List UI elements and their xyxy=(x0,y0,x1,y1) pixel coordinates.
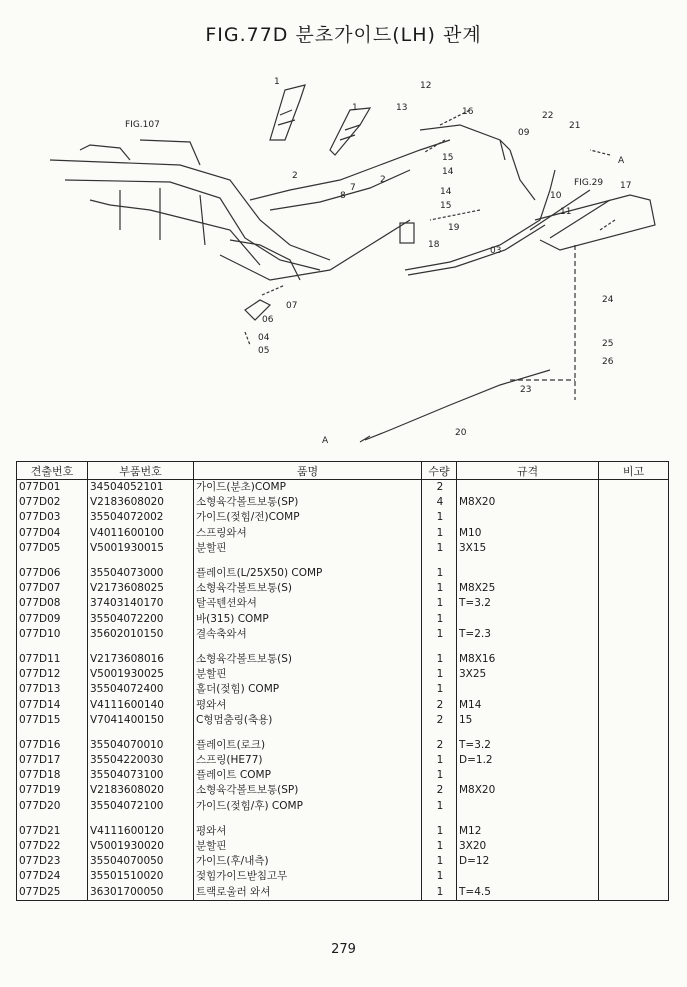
cell-note xyxy=(599,510,669,525)
table-row xyxy=(17,480,669,496)
spacer-cell xyxy=(422,814,457,824)
callout-label: 09 xyxy=(518,128,530,138)
spacer-cell xyxy=(457,556,599,566)
cell-no: 077D08 xyxy=(17,596,88,611)
table-row xyxy=(17,869,669,884)
callout-label: A xyxy=(322,436,329,446)
cell-qty: 1 xyxy=(422,799,457,814)
cell-no: 077D20 xyxy=(17,799,88,814)
cell-spec: T=3.2 xyxy=(457,738,599,753)
callout-label: 18 xyxy=(428,240,440,250)
callout-label: FIG.29 xyxy=(574,178,604,188)
callout-label: 03 xyxy=(490,246,502,256)
cell-note xyxy=(599,824,669,839)
cell-name: 스프링와셔 xyxy=(194,526,422,541)
cell-name: C형멈춤링(축용) xyxy=(194,713,422,728)
cell-part: 35501510020 xyxy=(88,869,194,884)
cell-spec xyxy=(457,510,599,525)
parts-drawing xyxy=(30,70,670,450)
callout-label: 14 xyxy=(442,167,454,177)
cell-spec xyxy=(457,612,599,627)
cell-name: 분할핀 xyxy=(194,667,422,682)
table-row xyxy=(17,783,669,798)
group-spacer xyxy=(17,556,669,566)
spacer-cell xyxy=(17,556,88,566)
cell-note xyxy=(599,799,669,814)
callout-label: 15 xyxy=(440,201,452,211)
cell-note xyxy=(599,480,669,496)
spacer-cell xyxy=(17,814,88,824)
cell-name: 분할핀 xyxy=(194,541,422,556)
cell-qty: 1 xyxy=(422,526,457,541)
cell-spec: M8X20 xyxy=(457,495,599,510)
cell-name: 플레이트(L/25X50) COMP xyxy=(194,566,422,581)
callout-label: 26 xyxy=(602,357,614,367)
spacer-cell xyxy=(88,728,194,738)
cell-no: 077D07 xyxy=(17,581,88,596)
group-spacer xyxy=(17,814,669,824)
spacer-cell xyxy=(88,556,194,566)
cell-name: 홀더(젖힘) COMP xyxy=(194,682,422,697)
cell-spec: T=3.2 xyxy=(457,596,599,611)
page-number: 279 xyxy=(331,942,356,957)
table-row xyxy=(17,824,669,839)
cell-no: 077D16 xyxy=(17,738,88,753)
column-header: 품명 xyxy=(194,462,422,480)
spacer-cell xyxy=(457,728,599,738)
cell-part: 35504072100 xyxy=(88,799,194,814)
cell-note xyxy=(599,713,669,728)
cell-name: 평와셔 xyxy=(194,697,422,712)
cell-note xyxy=(599,667,669,682)
cell-part: V4111600140 xyxy=(88,697,194,712)
callout-label: 07 xyxy=(286,301,298,311)
cell-part: V5001930025 xyxy=(88,667,194,682)
cell-qty: 1 xyxy=(422,581,457,596)
cell-qty: 1 xyxy=(422,869,457,884)
cell-no: 077D05 xyxy=(17,541,88,556)
cell-part: 35504070050 xyxy=(88,854,194,869)
cell-no: 077D01 xyxy=(17,480,88,496)
cell-part: 36301700050 xyxy=(88,885,194,901)
cell-note xyxy=(599,612,669,627)
cell-note xyxy=(599,541,669,556)
cell-note xyxy=(599,652,669,667)
callout-label: 19 xyxy=(448,223,460,233)
table-row xyxy=(17,627,669,642)
cell-qty: 2 xyxy=(422,480,457,496)
column-header: 비고 xyxy=(599,462,669,480)
cell-name: 가이드(후/내측) xyxy=(194,854,422,869)
column-header: 견출번호 xyxy=(17,462,88,480)
cell-no: 077D18 xyxy=(17,768,88,783)
cell-part: V5001930020 xyxy=(88,839,194,854)
callout-label: 12 xyxy=(420,81,432,91)
cell-note xyxy=(599,869,669,884)
table-row xyxy=(17,753,669,768)
table-row xyxy=(17,652,669,667)
cell-name: 탈곡텐션와셔 xyxy=(194,596,422,611)
cell-name: 평와셔 xyxy=(194,824,422,839)
cell-name: 스프링(HE77) xyxy=(194,753,422,768)
cell-no: 077D19 xyxy=(17,783,88,798)
cell-qty: 2 xyxy=(422,738,457,753)
cell-name: 가이드(젖힘/후) COMP xyxy=(194,799,422,814)
callout-label: 14 xyxy=(440,187,452,197)
callout-label: 22 xyxy=(542,111,554,121)
cell-note xyxy=(599,697,669,712)
spacer-cell xyxy=(422,728,457,738)
cell-note xyxy=(599,753,669,768)
cell-part: V7041400150 xyxy=(88,713,194,728)
callout-label: 04 xyxy=(258,333,270,343)
callout-label: 11 xyxy=(560,207,572,217)
cell-part: 35504072400 xyxy=(88,682,194,697)
cell-part: V2183608020 xyxy=(88,783,194,798)
cell-name: 플레이트 COMP xyxy=(194,768,422,783)
cell-note xyxy=(599,596,669,611)
cell-spec: M8X16 xyxy=(457,652,599,667)
spacer-cell xyxy=(17,728,88,738)
spacer-cell xyxy=(457,642,599,652)
cell-spec: 15 xyxy=(457,713,599,728)
cell-note xyxy=(599,885,669,901)
cell-part: 35504072200 xyxy=(88,612,194,627)
table-row xyxy=(17,713,669,728)
cell-qty: 1 xyxy=(422,682,457,697)
cell-spec xyxy=(457,799,599,814)
callout-label: 20 xyxy=(455,428,467,438)
spacer-cell xyxy=(599,556,669,566)
cell-no: 077D02 xyxy=(17,495,88,510)
table-row xyxy=(17,495,669,510)
table-row xyxy=(17,566,669,581)
table-header-row xyxy=(17,462,669,480)
callout-label: 06 xyxy=(262,315,274,325)
table-row xyxy=(17,581,669,596)
table-row xyxy=(17,667,669,682)
cell-spec: D=12 xyxy=(457,854,599,869)
callout-label: 17 xyxy=(620,181,632,191)
cell-no: 077D11 xyxy=(17,652,88,667)
cell-name: 가이드(젖힘/전)COMP xyxy=(194,510,422,525)
callout-label: 23 xyxy=(520,385,532,395)
cell-spec: 3X25 xyxy=(457,667,599,682)
callout-label: 7 xyxy=(350,183,356,193)
cell-no: 077D17 xyxy=(17,753,88,768)
spacer-cell xyxy=(422,556,457,566)
cell-part: V2173608016 xyxy=(88,652,194,667)
cell-no: 077D03 xyxy=(17,510,88,525)
cell-qty: 1 xyxy=(422,541,457,556)
exploded-parts-diagram xyxy=(30,70,670,450)
cell-spec xyxy=(457,869,599,884)
cell-note xyxy=(599,566,669,581)
column-header: 부품번호 xyxy=(88,462,194,480)
cell-qty: 1 xyxy=(422,839,457,854)
cell-spec: M10 xyxy=(457,526,599,541)
cell-part: V4111600120 xyxy=(88,824,194,839)
callout-label: FIG.107 xyxy=(125,120,160,130)
table-row xyxy=(17,541,669,556)
cell-spec: M12 xyxy=(457,824,599,839)
table-row xyxy=(17,799,669,814)
cell-name: 트랙로울러 와셔 xyxy=(194,885,422,901)
callout-label: 2 xyxy=(292,171,298,181)
column-header: 규격 xyxy=(457,462,599,480)
cell-note xyxy=(599,839,669,854)
cell-note xyxy=(599,627,669,642)
spacer-cell xyxy=(599,728,669,738)
callout-label: 8 xyxy=(340,191,346,201)
spacer-cell xyxy=(457,814,599,824)
cell-part: V2173608025 xyxy=(88,581,194,596)
cell-qty: 1 xyxy=(422,824,457,839)
callout-label: 13 xyxy=(396,103,408,113)
parts-table-body xyxy=(17,480,669,901)
spacer-cell xyxy=(88,814,194,824)
cell-spec: T=4.5 xyxy=(457,885,599,901)
cell-spec: 3X20 xyxy=(457,839,599,854)
column-header: 수량 xyxy=(422,462,457,480)
cell-spec: M14 xyxy=(457,697,599,712)
table-row xyxy=(17,526,669,541)
cell-qty: 1 xyxy=(422,768,457,783)
cell-part: 35504073100 xyxy=(88,768,194,783)
cell-no: 077D14 xyxy=(17,697,88,712)
cell-no: 077D24 xyxy=(17,869,88,884)
cell-no: 077D10 xyxy=(17,627,88,642)
group-spacer xyxy=(17,728,669,738)
cell-name: 가이드(분초)COMP xyxy=(194,480,422,496)
cell-name: 소형육각볼트보통(SP) xyxy=(194,495,422,510)
cell-note xyxy=(599,768,669,783)
cell-no: 077D09 xyxy=(17,612,88,627)
cell-name: 바(315) COMP xyxy=(194,612,422,627)
cell-qty: 1 xyxy=(422,612,457,627)
cell-note xyxy=(599,526,669,541)
cell-name: 결속축와셔 xyxy=(194,627,422,642)
cell-no: 077D13 xyxy=(17,682,88,697)
cell-spec: T=2.3 xyxy=(457,627,599,642)
cell-no: 077D15 xyxy=(17,713,88,728)
page-title: FIG.77D 분초가이드(LH) 관계 xyxy=(205,24,482,46)
table-row xyxy=(17,839,669,854)
spacer-cell xyxy=(599,642,669,652)
cell-part: 34504052101 xyxy=(88,480,194,496)
cell-note xyxy=(599,495,669,510)
table-row xyxy=(17,697,669,712)
table-row xyxy=(17,510,669,525)
cell-qty: 1 xyxy=(422,566,457,581)
cell-spec xyxy=(457,768,599,783)
cell-note xyxy=(599,682,669,697)
cell-name: 분할핀 xyxy=(194,839,422,854)
cell-qty: 2 xyxy=(422,697,457,712)
callout-label: A xyxy=(618,156,625,166)
callout-label: 2 xyxy=(380,175,386,185)
cell-part: 37403140170 xyxy=(88,596,194,611)
callout-label: 16 xyxy=(462,107,474,117)
cell-qty: 1 xyxy=(422,667,457,682)
table-row xyxy=(17,738,669,753)
cell-name: 소형육각볼트보통(SP) xyxy=(194,783,422,798)
cell-qty: 1 xyxy=(422,753,457,768)
cell-qty: 4 xyxy=(422,495,457,510)
callout-label: 21 xyxy=(569,121,581,131)
cell-qty: 1 xyxy=(422,510,457,525)
cell-name: 젖힘가이드받침고무 xyxy=(194,869,422,884)
cell-no: 077D04 xyxy=(17,526,88,541)
cell-no: 077D22 xyxy=(17,839,88,854)
cell-spec xyxy=(457,566,599,581)
callout-label: 25 xyxy=(602,339,614,349)
cell-part: 35504220030 xyxy=(88,753,194,768)
cell-spec: M8X20 xyxy=(457,783,599,798)
cell-name: 플레이트(로크) xyxy=(194,738,422,753)
group-spacer xyxy=(17,642,669,652)
cell-note xyxy=(599,738,669,753)
callout-label: 15 xyxy=(442,153,454,163)
cell-qty: 1 xyxy=(422,596,457,611)
cell-no: 077D12 xyxy=(17,667,88,682)
cell-part: 35602010150 xyxy=(88,627,194,642)
table-row xyxy=(17,854,669,869)
callout-label: 10 xyxy=(550,191,562,201)
cell-qty: 1 xyxy=(422,885,457,901)
cell-part: V4011600100 xyxy=(88,526,194,541)
callout-label: 24 xyxy=(602,295,614,305)
cell-part: V5001930015 xyxy=(88,541,194,556)
table-row xyxy=(17,768,669,783)
spacer-cell xyxy=(194,728,422,738)
cell-note xyxy=(599,854,669,869)
parts-list-table xyxy=(16,461,668,901)
cell-spec: M8X25 xyxy=(457,581,599,596)
cell-no: 077D23 xyxy=(17,854,88,869)
cell-name: 소형육각볼트보통(S) xyxy=(194,581,422,596)
cell-qty: 2 xyxy=(422,713,457,728)
cell-part: 35504072002 xyxy=(88,510,194,525)
cell-qty: 2 xyxy=(422,783,457,798)
cell-part: 35504070010 xyxy=(88,738,194,753)
spacer-cell xyxy=(194,556,422,566)
diagram-callouts xyxy=(125,77,631,446)
spacer-cell xyxy=(194,642,422,652)
cell-spec: 3X15 xyxy=(457,541,599,556)
cell-note xyxy=(599,783,669,798)
cell-no: 077D06 xyxy=(17,566,88,581)
table-row xyxy=(17,596,669,611)
cell-spec: D=1.2 xyxy=(457,753,599,768)
table-row xyxy=(17,885,669,901)
cell-qty: 1 xyxy=(422,854,457,869)
spacer-cell xyxy=(88,642,194,652)
table-row xyxy=(17,682,669,697)
cell-part: 35504073000 xyxy=(88,566,194,581)
cell-qty: 1 xyxy=(422,652,457,667)
spacer-cell xyxy=(194,814,422,824)
spacer-cell xyxy=(422,642,457,652)
spacer-cell xyxy=(17,642,88,652)
callout-label: 1 xyxy=(274,77,280,87)
cell-note xyxy=(599,581,669,596)
cell-spec xyxy=(457,480,599,496)
cell-qty: 1 xyxy=(422,627,457,642)
cell-no: 077D21 xyxy=(17,824,88,839)
cell-name: 소형육각볼트보통(S) xyxy=(194,652,422,667)
callout-label: 1 xyxy=(352,103,358,113)
cell-part: V2183608020 xyxy=(88,495,194,510)
cell-spec xyxy=(457,682,599,697)
callout-label: 05 xyxy=(258,346,270,356)
table-row xyxy=(17,612,669,627)
cell-no: 077D25 xyxy=(17,885,88,901)
spacer-cell xyxy=(599,814,669,824)
